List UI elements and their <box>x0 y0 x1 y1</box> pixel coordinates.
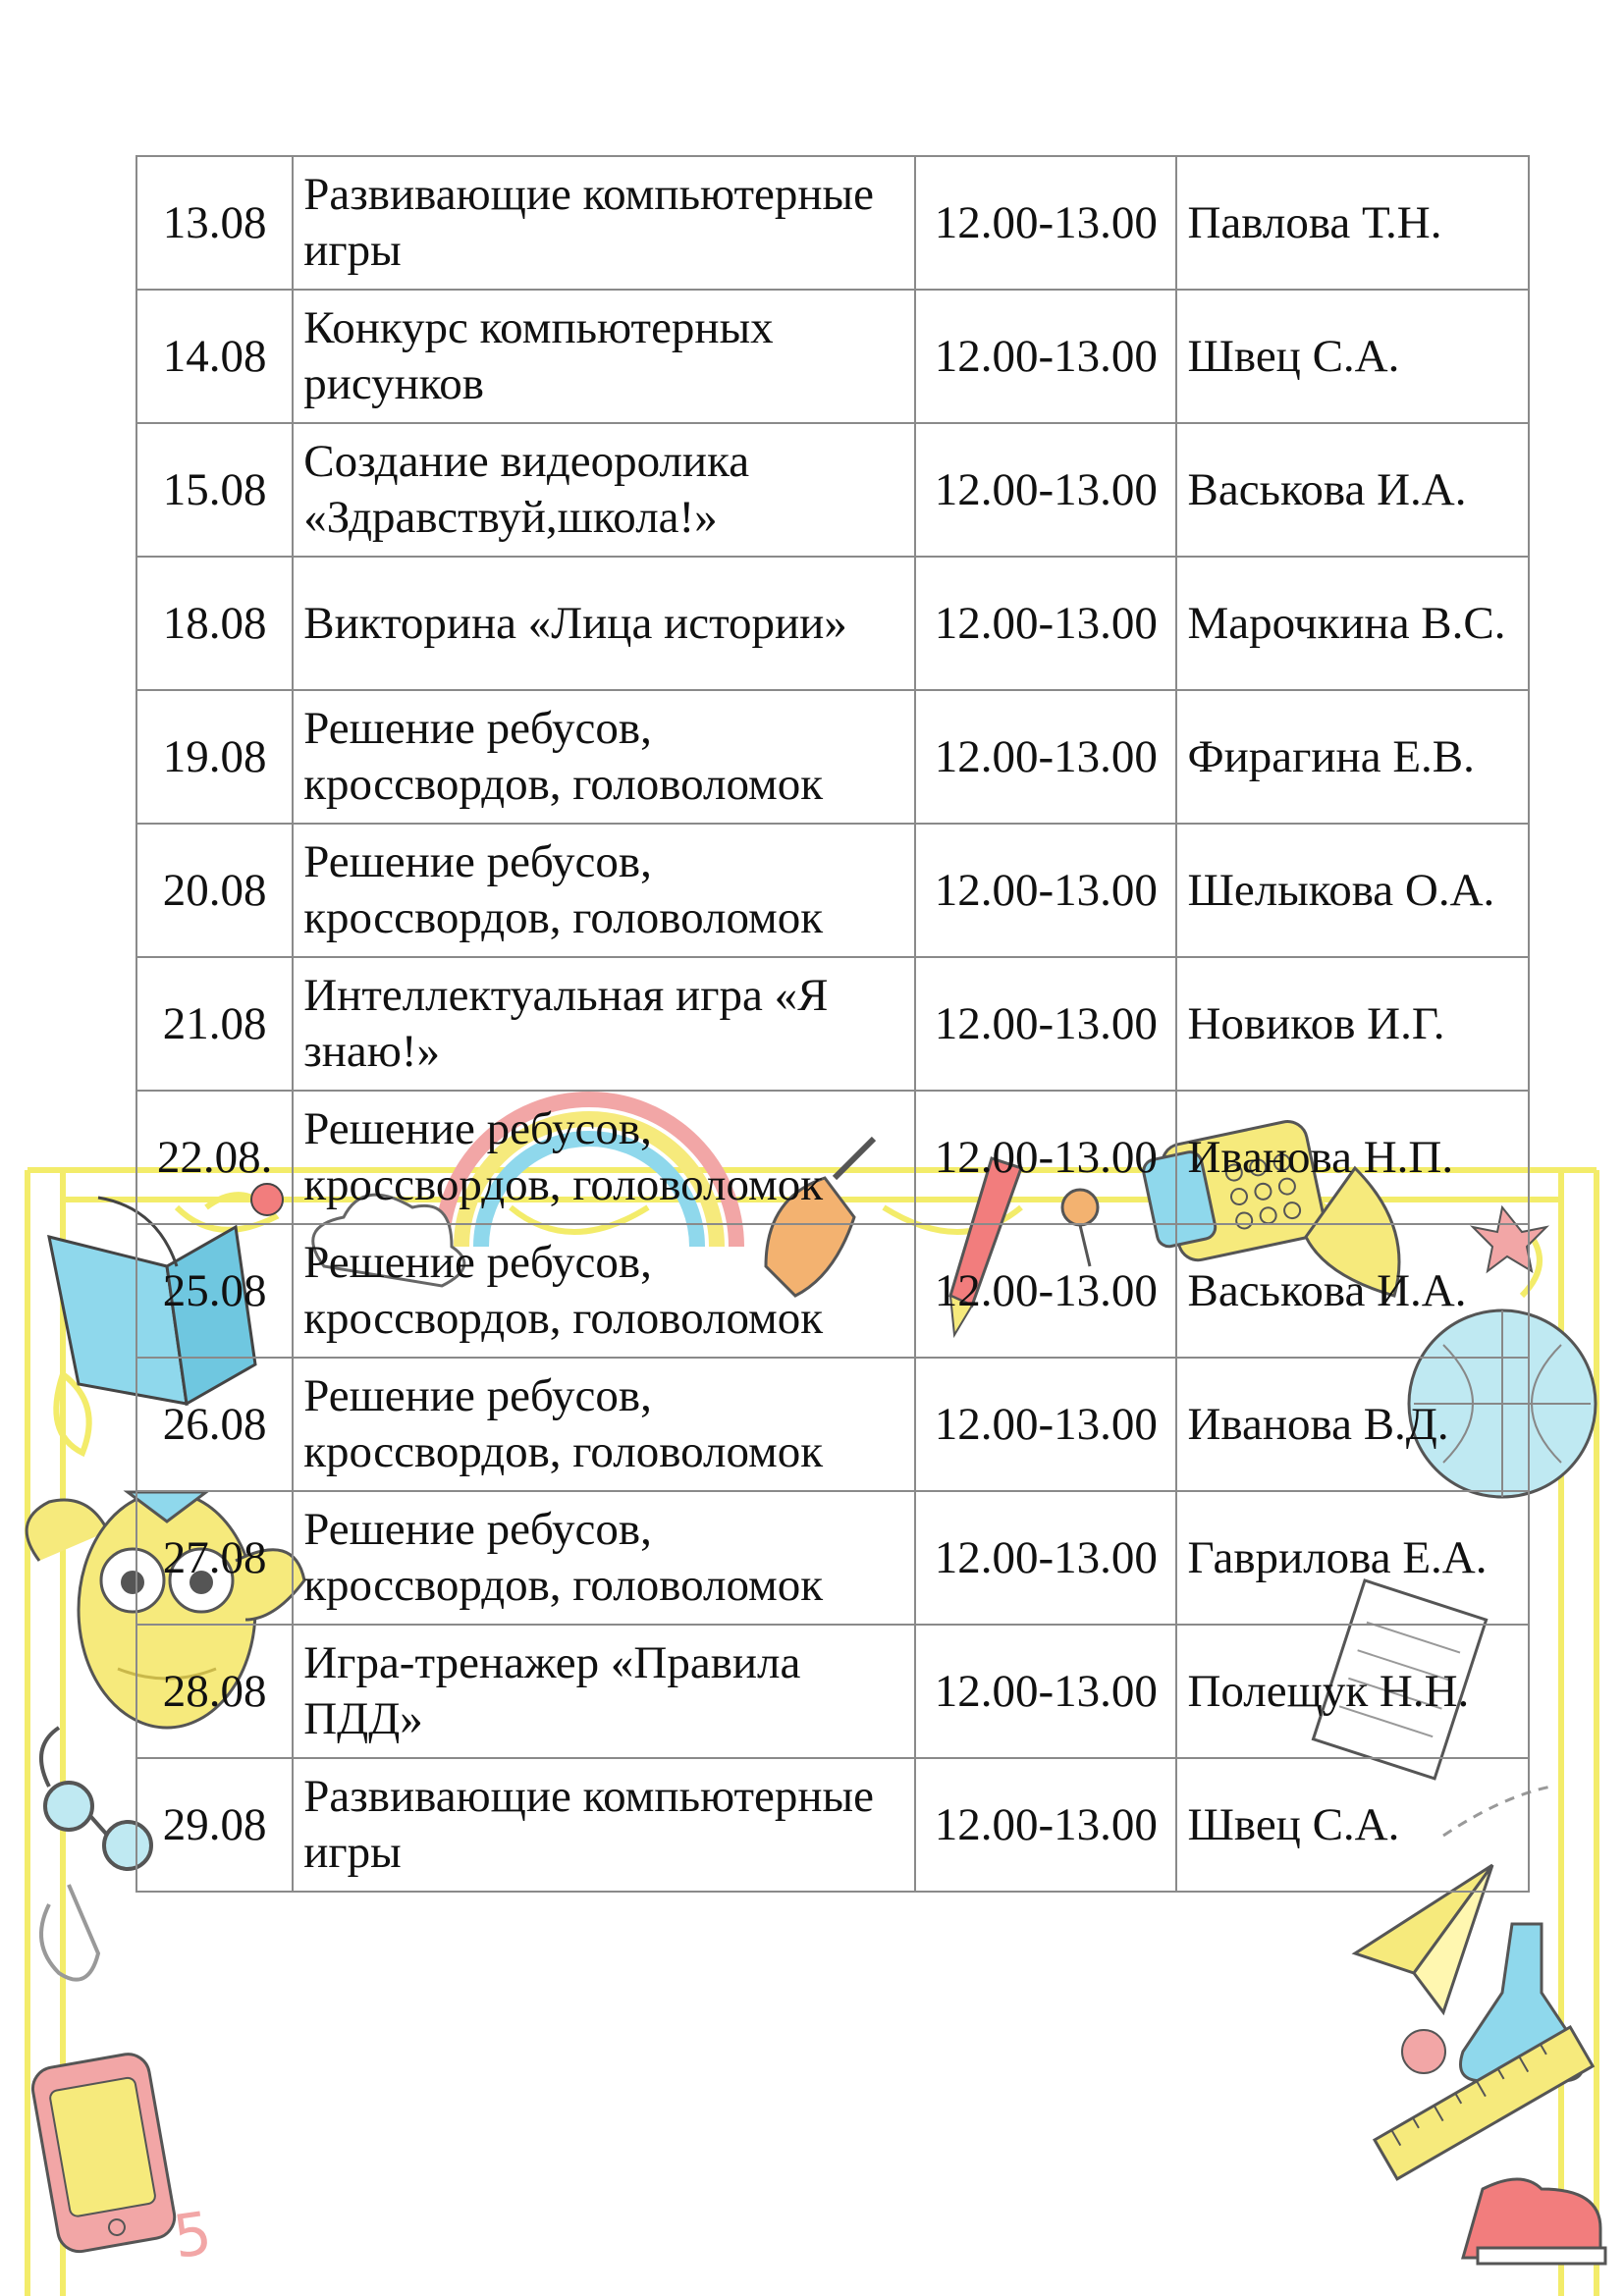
responsible-cell: Иванова В.Д. <box>1176 1358 1529 1491</box>
date-cell: 25.08 <box>136 1224 293 1358</box>
date-cell: 29.08 <box>136 1758 293 1892</box>
date-cell: 14.08 <box>136 290 293 423</box>
table-row <box>136 423 1529 557</box>
time-cell: 12.00-13.00 <box>915 1625 1176 1758</box>
table-row <box>136 290 1529 423</box>
responsible-cell: Фирагина Е.В. <box>1176 690 1529 824</box>
time-cell: 12.00-13.00 <box>915 1491 1176 1625</box>
date-cell: 20.08 <box>136 824 293 957</box>
event-cell: Создание видеоролика «Здравствуй,школа!» <box>293 423 915 557</box>
date-cell: 18.08 <box>136 557 293 690</box>
table-row <box>136 1625 1529 1758</box>
date-cell: 13.08 <box>136 156 293 290</box>
button-doodle <box>1402 2030 1445 2073</box>
event-cell: Конкурс компьютерных рисунков <box>293 290 915 423</box>
table-row <box>136 824 1529 957</box>
responsible-cell: Гаврилова Е.А. <box>1176 1491 1529 1625</box>
event-cell: Решение ребусов, кроссвордов, головоломок <box>293 690 915 824</box>
time-cell: 12.00-13.00 <box>915 1224 1176 1358</box>
date-cell: 19.08 <box>136 690 293 824</box>
phone-icon <box>29 2051 178 2255</box>
date-cell: 22.08. <box>136 1091 293 1224</box>
event-cell: Интеллектуальная игра «Я знаю!» <box>293 957 915 1091</box>
event-cell: Решение ребусов, кроссвордов, головоломок <box>293 1358 915 1491</box>
time-cell: 12.00-13.00 <box>915 824 1176 957</box>
paperclip-icon <box>41 1885 98 1980</box>
event-cell: Решение ребусов, кроссвордов, головоломок <box>293 824 915 957</box>
time-cell: 12.00-13.00 <box>915 557 1176 690</box>
table-row <box>136 1491 1529 1625</box>
responsible-cell: Иванова Н.П. <box>1176 1091 1529 1224</box>
table-row <box>136 156 1529 290</box>
date-cell: 15.08 <box>136 423 293 557</box>
date-cell: 27.08 <box>136 1491 293 1625</box>
digit-doodle: 5 <box>169 2199 216 2272</box>
responsible-cell: Новиков И.Г. <box>1176 957 1529 1091</box>
responsible-cell: Марочкина В.С. <box>1176 557 1529 690</box>
event-cell: Развивающие компьютерные игры <box>293 156 915 290</box>
date-cell: 21.08 <box>136 957 293 1091</box>
sneaker-icon <box>1463 2179 1605 2264</box>
date-cell: 28.08 <box>136 1625 293 1758</box>
responsible-cell: Павлова Т.Н. <box>1176 156 1529 290</box>
table-row <box>136 1358 1529 1491</box>
responsible-cell: Васькова И.А. <box>1176 423 1529 557</box>
event-cell: Викторина «Лица истории» <box>293 557 915 690</box>
responsible-cell: Швец С.А. <box>1176 290 1529 423</box>
event-cell: Решение ребусов, кроссвордов, головоломок <box>293 1491 915 1625</box>
time-cell: 12.00-13.00 <box>915 423 1176 557</box>
table-row <box>136 690 1529 824</box>
schedule-table <box>135 155 1530 1893</box>
time-cell: 12.00-13.00 <box>915 290 1176 423</box>
event-cell: Развивающие компьютерные игры <box>293 1758 915 1892</box>
time-cell: 12.00-13.00 <box>915 156 1176 290</box>
responsible-cell: Васькова И.А. <box>1176 1224 1529 1358</box>
table-row <box>136 557 1529 690</box>
date-cell: 26.08 <box>136 1358 293 1491</box>
event-cell: Решение ребусов, кроссвордов, головоломок <box>293 1224 915 1358</box>
responsible-cell: Шелыкова О.А. <box>1176 824 1529 957</box>
responsible-cell: Швец С.А. <box>1176 1758 1529 1892</box>
time-cell: 12.00-13.00 <box>915 1091 1176 1224</box>
time-cell: 12.00-13.00 <box>915 1358 1176 1491</box>
table-row <box>136 1224 1529 1358</box>
time-cell: 12.00-13.00 <box>915 957 1176 1091</box>
event-cell: Решение ребусов, кроссвордов, головоломок <box>293 1091 915 1224</box>
responsible-cell: Полещук Н.Н. <box>1176 1625 1529 1758</box>
table-row <box>136 1758 1529 1892</box>
schedule-body <box>136 156 1529 1892</box>
time-cell: 12.00-13.00 <box>915 690 1176 824</box>
table-row <box>136 957 1529 1091</box>
event-cell: Игра-тренажер «Правила ПДД» <box>293 1625 915 1758</box>
table-row <box>136 1091 1529 1224</box>
time-cell: 12.00-13.00 <box>915 1758 1176 1892</box>
